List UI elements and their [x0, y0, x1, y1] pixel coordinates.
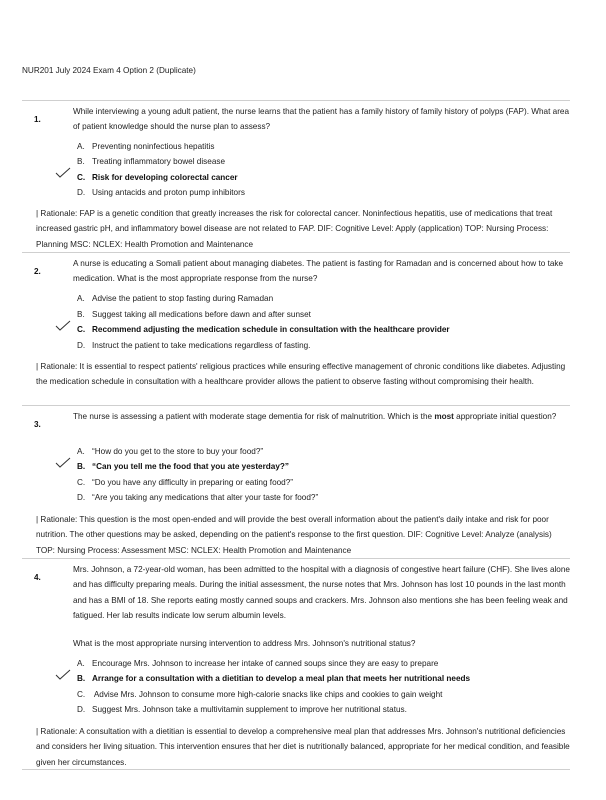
- option-letter: A.: [77, 447, 85, 456]
- option-text: Advise Mrs. Johnson to consume more high-calorie snacks like chips and cookies to gain weight: [92, 690, 443, 699]
- option-letter: D.: [77, 705, 86, 714]
- option-text: Instruct the patient to take medications regardless of fasting.: [92, 341, 311, 350]
- option-d[interactable]: [77, 704, 577, 715]
- option-a[interactable]: [77, 446, 577, 457]
- question-stem: While interviewing a young adult patient, the nurse learns that the patient has a family history of family history of polyps (FAP). What area of patient knowledge should the nurse plan to assess?: [73, 107, 570, 132]
- rationale: | Rationale: FAP is a genetic condition that greatly increases the risk for colorectal cancer. Noninfectious hepatitis, use of medications that treat increased gastric pH, and inflammatory bowel disease are not related to FAP. DIF: Cognitive Level: Apply (application) TOP: Nursing Process: Planning MSC: NCLEX: Health Promotion and Maintenance: [36, 209, 553, 249]
- option-text: Recommend adjusting the medication schedule in consultation with the healthcare provider: [92, 325, 450, 334]
- option-letter: A.: [77, 142, 85, 151]
- option-text: “Are you taking any medications that alter your taste for food?”: [92, 493, 319, 502]
- divider: [22, 558, 570, 559]
- option-letter: D.: [77, 341, 86, 350]
- divider: [22, 100, 570, 101]
- stem-text: The nurse is assessing a patient with moderate stage dementia for risk of malnutrition. Which is the: [73, 412, 435, 421]
- question-number: 1.: [34, 115, 41, 124]
- option-c[interactable]: [77, 324, 577, 335]
- divider: [22, 405, 570, 406]
- option-text: Arrange for a consultation with a dietitian to develop a meal plan that meets her nutritional needs: [92, 674, 471, 683]
- option-text: Suggest Mrs. Johnson take a multivitamin supplement to improve her nutritional status.: [92, 705, 407, 714]
- option-letter: C.: [77, 173, 86, 182]
- question-stem: Mrs. Johnson, a 72-year-old woman, has been admitted to the hospital with a diagnosis of congestive heart failure (CHF). She lives alone and has difficulty preparing meals. During the initial assessment, the nurse notes that Mrs. Johnson has lost 10 pounds in the last month and has a BMI of 18. She reports eating mostly canned soups and crackers. Mrs. Johnson also mentions she has been feeling weak and fatigued. Her lab results indicate low serum albumin levels.: [73, 565, 570, 620]
- option-c[interactable]: [77, 689, 577, 700]
- question-stem: [73, 409, 573, 424]
- option-text: Treating inflammatory bowel disease: [92, 157, 226, 166]
- option-a[interactable]: [77, 293, 577, 304]
- option-d[interactable]: [77, 492, 577, 503]
- question-number: 3.: [34, 420, 41, 429]
- option-d[interactable]: [77, 187, 577, 198]
- option-letter: B.: [77, 674, 86, 683]
- checkmark-icon: [55, 457, 71, 469]
- option-b[interactable]: [77, 156, 577, 167]
- option-text: “Do you have any difficulty in preparing or eating food?”: [92, 478, 294, 487]
- option-text: Advise the patient to stop fasting during Ramadan: [92, 294, 274, 303]
- option-text: Preventing noninfectious hepatitis: [92, 142, 215, 151]
- stem-text: appropriate initial question?: [453, 412, 557, 421]
- option-c[interactable]: [77, 477, 577, 488]
- question-number: 4.: [34, 573, 41, 582]
- option-letter: B.: [77, 157, 85, 166]
- checkmark-icon: [55, 167, 71, 179]
- rationale: | Rationale: A consultation with a dietitian is essential to develop a comprehensive meal plan that addresses Mrs. Johnson's nutritional deficiencies and considers her living situation. This intervention ensures that her diet is nutritionally balanced, appropriate for her medical condition, and feasible given her circumstances.: [36, 727, 570, 767]
- option-letter: A.: [77, 294, 85, 303]
- divider: [22, 252, 570, 253]
- option-a[interactable]: [77, 658, 577, 669]
- option-letter: C.: [77, 690, 86, 699]
- option-letter: B.: [77, 462, 86, 471]
- option-c[interactable]: [77, 172, 577, 183]
- option-letter: D.: [77, 493, 86, 502]
- option-text: “How do you get to the store to buy your food?”: [92, 447, 264, 456]
- option-letter: C.: [77, 325, 86, 334]
- checkmark-icon: [55, 320, 71, 332]
- option-a[interactable]: [77, 141, 577, 152]
- question-prompt: What is the most appropriate nursing intervention to address Mrs. Johnson's nutritional status?: [73, 639, 416, 648]
- option-text: Suggest taking all medications before dawn and after sunset: [92, 310, 311, 319]
- question-number: 2.: [34, 267, 41, 276]
- document-title: NUR201 July 2024 Exam 4 Option 2 (Duplicate): [22, 66, 196, 75]
- divider: [22, 769, 570, 770]
- option-b[interactable]: [77, 461, 577, 472]
- option-letter: C.: [77, 478, 86, 487]
- rationale: | Rationale: It is essential to respect patients' religious practices while ensuring effective management of chronic conditions like diabetes. Adjusting the medication schedule in consultation with a healthcare provider allows the patient to observe fasting without compromising their health.: [36, 362, 566, 387]
- option-letter: B.: [77, 310, 85, 319]
- checkmark-icon: [55, 669, 71, 681]
- stem-emphasis: most: [434, 412, 454, 421]
- question-stem: A nurse is educating a Somali patient about managing diabetes. The patient is fasting for Ramadan and is concerned about how to take medication. What is the most appropriate response from the nurse?: [73, 259, 564, 284]
- option-text: Encourage Mrs. Johnson to increase her intake of canned soups since they are easy to prepare: [92, 659, 439, 668]
- option-d[interactable]: [77, 340, 577, 351]
- option-letter: A.: [77, 659, 85, 668]
- option-text: Risk for developing colorectal cancer: [92, 173, 238, 182]
- option-text: “Can you tell me the food that you ate yesterday?”: [92, 462, 289, 471]
- option-b[interactable]: [77, 673, 577, 684]
- rationale: | Rationale: This question is the most open-ended and will provide the best overall information about the patient's daily intake and risk for poor nutrition. The other questions may be asked, depending on the patient's response to the first question. DIF: Cognitive Level: Analyze (analysis) TOP: Nursing Process: Assessment MSC: NCLEX: Health Promotion and Maintenance: [36, 515, 552, 555]
- option-letter: D.: [77, 188, 86, 197]
- option-b[interactable]: [77, 309, 577, 320]
- option-text: Using antacids and proton pump inhibitors: [92, 188, 245, 197]
